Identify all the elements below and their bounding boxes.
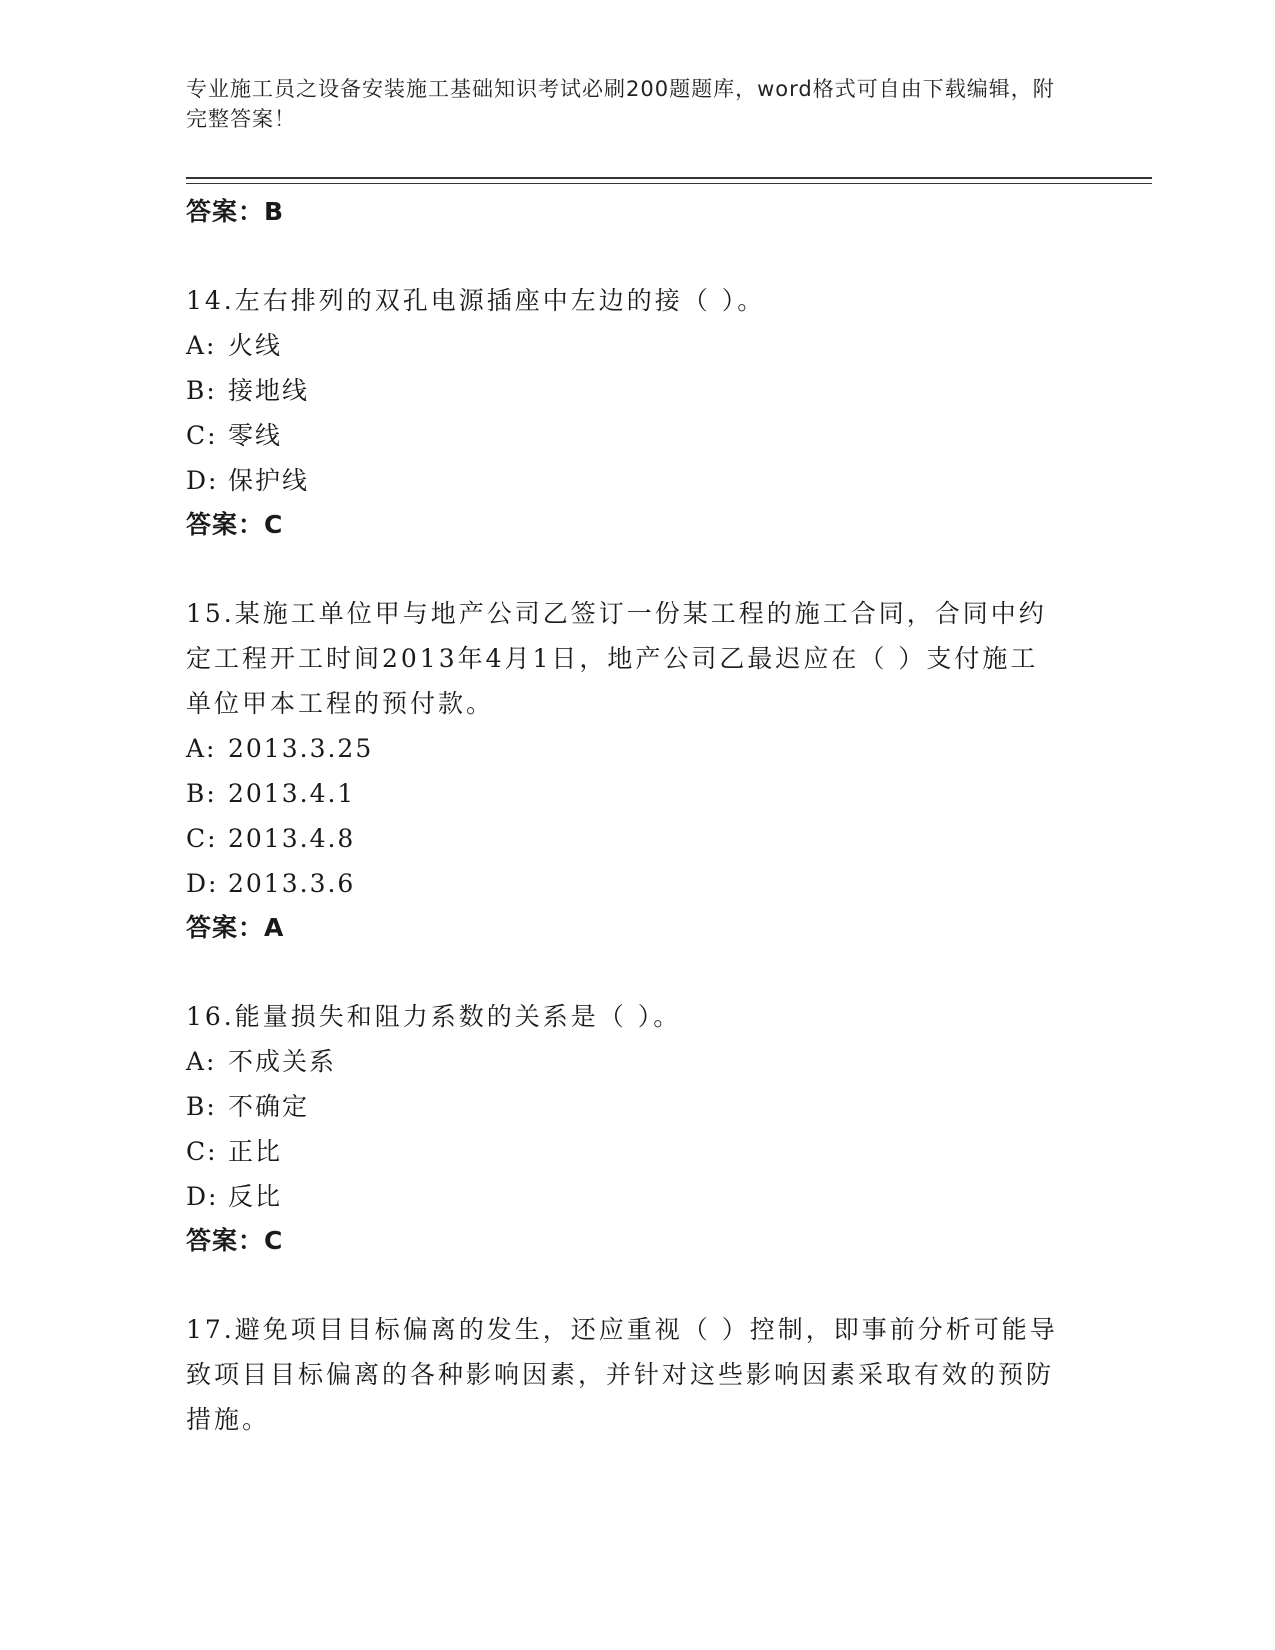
option-text: 火线 (228, 331, 283, 360)
option-text: 零线 (228, 421, 283, 450)
option-key: D: (186, 869, 219, 898)
question-stem: 16.能量损失和阻力系数的关系是（ ）。 (186, 1002, 682, 1031)
answer-line: 答案：C (186, 1226, 284, 1255)
option-key: A: (186, 331, 217, 360)
option-c (186, 413, 1086, 458)
header-divider (186, 177, 1152, 184)
option-text: 2013.3.6 (228, 869, 356, 898)
option-key: A: (186, 734, 217, 763)
option-c (186, 816, 1086, 861)
option-text: 正比 (228, 1137, 283, 1166)
answer-line: 答案：B (186, 197, 285, 226)
option-text: 不确定 (228, 1092, 310, 1121)
option-key: D: (186, 466, 219, 495)
question-16 (186, 994, 1086, 1263)
option-a (186, 323, 1086, 368)
question-14 (186, 278, 1086, 547)
option-key: B: (186, 779, 217, 808)
option-text: 接地线 (228, 376, 310, 405)
option-text: 2013.4.8 (228, 824, 356, 853)
option-b (186, 368, 1086, 413)
option-a (186, 1039, 1086, 1084)
option-a (186, 726, 1086, 771)
option-key: D: (186, 1182, 219, 1211)
option-key: B: (186, 376, 217, 405)
option-text: 反比 (228, 1182, 283, 1211)
question-stem: 14.左右排列的双孔电源插座中左边的接（ ）。 (186, 286, 766, 315)
option-d (186, 458, 1086, 503)
option-d (186, 861, 1086, 906)
option-b (186, 771, 1086, 816)
answer-line: 答案：A (186, 913, 285, 942)
option-key: C: (186, 824, 218, 853)
option-text: 保护线 (228, 466, 310, 495)
option-text: 不成关系 (228, 1047, 337, 1076)
option-key: C: (186, 421, 218, 450)
option-text: 2013.4.1 (228, 779, 356, 808)
option-text: 2013.3.25 (228, 734, 374, 763)
option-key: A: (186, 1047, 217, 1076)
question-15 (186, 591, 1086, 950)
question-stem: 15.某施工单位甲与地产公司乙签订一份某工程的施工合同，合同中约定工程开工时间2013年4月1日，地产公司乙最迟应在（ ）支付施工单位甲本工程的预付款。 (186, 599, 1047, 718)
page-header-title: 专业施工员之设备安装施工基础知识考试必刷200题题库，word格式可自由下载编辑，附完整答案！ (186, 77, 1055, 131)
question-17 (186, 1307, 1086, 1442)
option-key: B: (186, 1092, 217, 1121)
document-body (186, 190, 1086, 1442)
question-stem: 17.避免项目目标偏离的发生，还应重视（ ）控制，即事前分析可能导致项目目标偏离的各种影响因素，并针对这些影响因素采取有效的预防措施。 (186, 1315, 1058, 1434)
answer-line: 答案：C (186, 510, 284, 539)
option-b (186, 1084, 1086, 1129)
option-key: C: (186, 1137, 218, 1166)
option-c (186, 1129, 1086, 1174)
option-d (186, 1174, 1086, 1219)
